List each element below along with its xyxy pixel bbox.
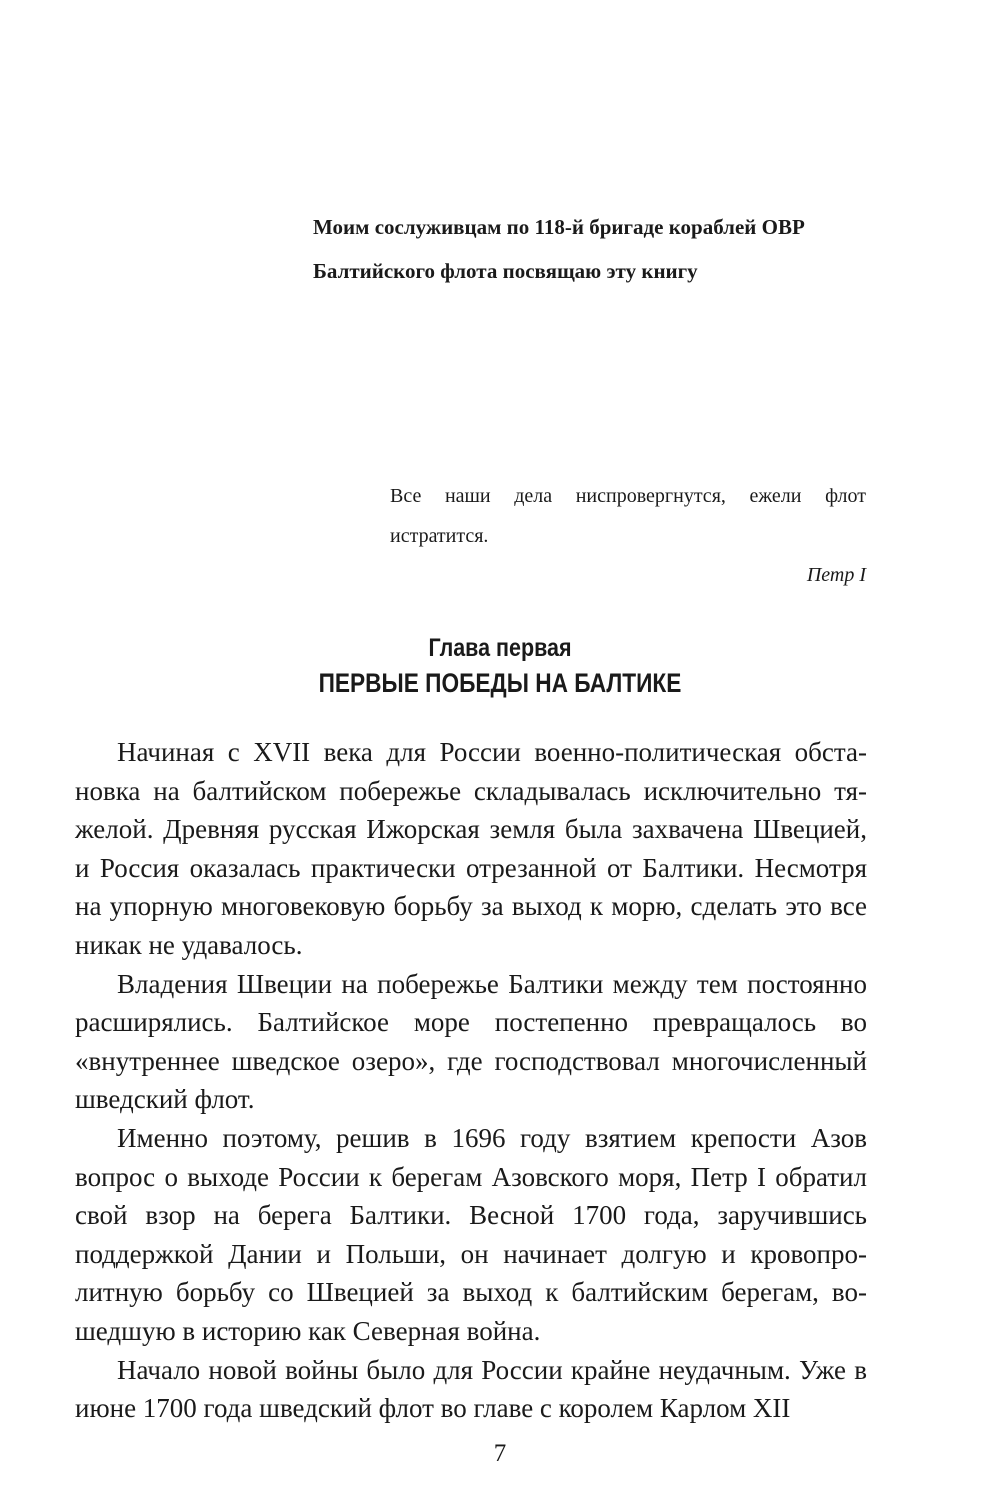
chapter-title: ПЕРВЫЕ ПОБЕДЫ НА БАЛТИКЕ [318, 668, 682, 698]
paragraph: Начиная с XVII века для России военно-политическая обстановка на балтийском побережье складывалась исключительно тяжелой. Древняя русская Ижорская земля была захвачена Швецией, и Россия оказалась практически отрезанной от Балтики. Несмотря на упорную многовековую борьбу за выход к морю, сделать это все никак не удавалось. [75, 737, 867, 960]
epigraph-author: Петр I [806, 564, 866, 586]
dedication-line: Балтийского флота посвящаю эту книгу [313, 259, 698, 283]
paragraph: Начало новой войны было для России крайне неудачным. Уже в июне 1700 года шведский флот во главе с королем Карлом XII [75, 1354, 867, 1424]
chapter-number: Глава первая [428, 634, 572, 662]
chapter-heading [0, 630, 1000, 702]
epigraph-quote: Все наши дела ниспровергнутся, ежели флот истратится. [390, 485, 866, 547]
dedication [313, 205, 913, 293]
body-text [75, 733, 867, 1428]
paragraph: Владения Швеции на побережье Балтики между тем постоянно расширялись. Балтийское море постепенно превращалось во «внутреннее шведское озеро», где господствовал многочисленный шведский флот. [75, 968, 867, 1115]
paragraph: Именно поэтому, решив в 1696 году взятием крепости Азов вопрос о выходе России к берегам Азовского моря, Петр I обратил свой взор на берега Балтики. Весной 1700 года, заручившись поддержкой Дании и Польши, он начинает долгую и кровопролитную борьбу со Швецией за выход к балтийским берегам, вошедшую в историю как Северная война. [75, 1122, 867, 1346]
page-number: 7 [493, 1440, 507, 1467]
epigraph [390, 476, 866, 590]
dedication-line: Моим сослуживцам по 118-й бригаде кораблей ОВР [313, 215, 805, 239]
